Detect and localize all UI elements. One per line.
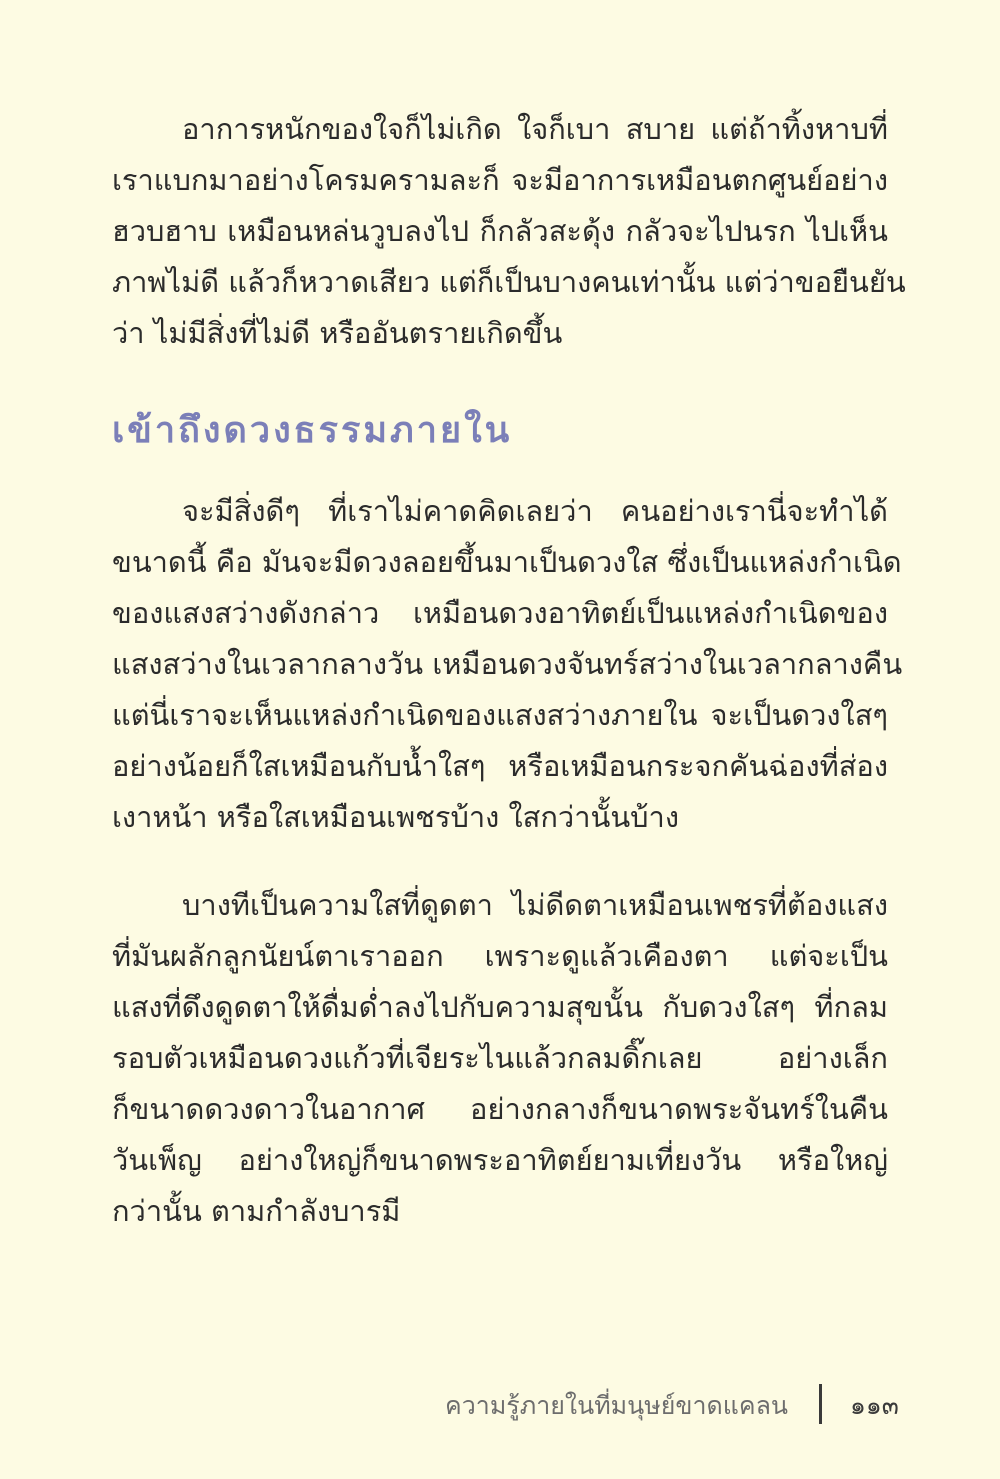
paragraph-2 (112, 486, 903, 843)
running-title: ความรู้ภายในที่มนุษย์ขาดแคลน (445, 1391, 788, 1420)
paragraph-line: ของแสงสว่างดังกล่าว เหมือนดวงอาทิตย์เป็นแหล่งกำเนิดของ (112, 596, 888, 630)
page-number: ๑๑๓ (850, 1391, 899, 1420)
paragraph-3 (112, 880, 888, 1237)
paragraph-line: กว่านั้น ตามกำลังบารมี (112, 1194, 401, 1228)
paragraph-line: อาการหนักของใจก็ไม่เกิด ใจก็เบา สบาย แต่ถ้าทิ้งหาบที่ (182, 112, 888, 146)
paragraph-line: จะมีสิ่งดีๆ ที่เราไม่คาดคิดเลยว่า คนอย่างเรานี่จะทำได้ (182, 494, 888, 528)
section-heading: เข้าถึงดวงธรรมภายใน (112, 409, 513, 451)
paragraph-line: อย่างน้อยก็ใสเหมือนกับน้ำใสๆ หรือเหมือนกระจกคันฉ่องที่ส่อง (112, 749, 888, 783)
paragraph-1 (112, 104, 906, 359)
paragraph-line: ก็ขนาดดวงดาวในอากาศ อย่างกลางก็ขนาดพระจันทร์ในคืน (112, 1092, 888, 1126)
paragraph-line: ที่มันผลักลูกนัยน์ตาเราออก เพราะดูแล้วเคืองตา แต่จะเป็น (112, 939, 888, 973)
paragraph-line: แสงที่ดึงดูดตาให้ดื่มด่ำลงไปกับความสุขนั้น กับดวงใสๆ ที่กลม (112, 990, 888, 1024)
paragraph-line: เราแบกมาอย่างโครมครามละก็ จะมีอาการเหมือนตกศูนย์อย่าง (112, 163, 888, 197)
paragraph-line: ฮวบฮาบ เหมือนหล่นวูบลงไป ก็กลัวสะดุ้ง กลัวจะไปนรก ไปเห็น (112, 214, 888, 248)
paragraph-line: แสงสว่างในเวลากลางวัน เหมือนดวงจันทร์สว่างในเวลากลางคืน (112, 647, 903, 681)
paragraph-line: ขนาดนี้ คือ มันจะมีดวงลอยขึ้นมาเป็นดวงใส ซึ่งเป็นแหล่งกำเนิด (112, 545, 902, 579)
paragraph-line: เงาหน้า หรือใสเหมือนเพชรบ้าง ใสกว่านั้นบ้าง (112, 800, 680, 834)
paragraph-line: รอบตัวเหมือนดวงแก้วที่เจียระไนแล้วกลมดิ๊กเลย อย่างเล็ก (112, 1041, 888, 1075)
footer-divider (819, 1384, 822, 1424)
paragraph-line: ว่า ไม่มีสิ่งที่ไม่ดี หรืออันตรายเกิดขึ้น (112, 316, 563, 350)
paragraph-line: บางทีเป็นความใสที่ดูดตา ไม่ดีดตาเหมือนเพชรที่ต้องแสง (182, 888, 888, 922)
paragraph-line: แต่นี่เราจะเห็นแหล่งกำเนิดของแสงสว่างภายใน จะเป็นดวงใสๆ (112, 698, 888, 732)
paragraph-line: วันเพ็ญ อย่างใหญ่ก็ขนาดพระอาทิตย์ยามเที่ยงวัน หรือใหญ่ (112, 1143, 888, 1177)
paragraph-line: ภาพไม่ดี แล้วก็หวาดเสียว แต่ก็เป็นบางคนเท่านั้น แต่ว่าขอยืนยัน (112, 265, 906, 299)
page-footer (0, 1380, 1000, 1430)
